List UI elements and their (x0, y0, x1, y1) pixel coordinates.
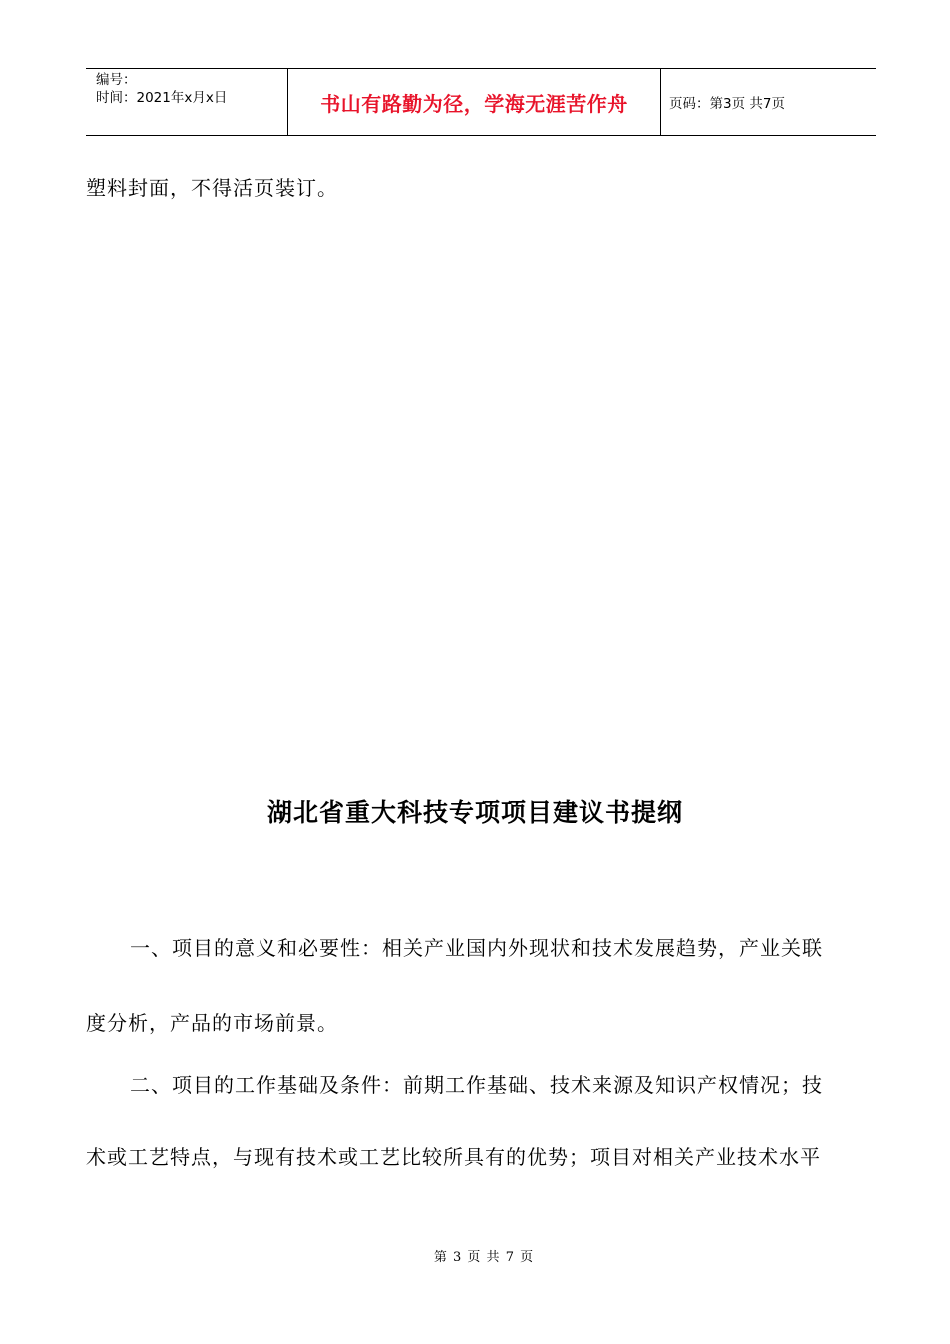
paragraph-1-line-1: 一、项目的意义和必要性：相关产业国内外现状和技术发展趋势，产业关联 (130, 936, 823, 960)
paragraph-2-line-1: 二、项目的工作基础及条件：前期工作基础、技术来源及知识产权情况；技 (130, 1073, 823, 1097)
paragraph-2-line-2: 术或工艺特点，与现有技术或工艺比较所具有的优势；项目对相关产业技术水平 (86, 1145, 821, 1169)
body-line-continuation: 塑料封面，不得活页装订。 (86, 176, 338, 200)
paragraph-1-line-2: 度分析，产品的市场前景。 (86, 1011, 338, 1035)
header-page-number: 页码：第3页 共7页 (669, 96, 785, 112)
document-time-label: 时间：2021年x月x日 (96, 90, 228, 106)
header-meta (86, 69, 288, 135)
page-header (86, 68, 876, 136)
page-footer: 第 3 页 共 7 页 (433, 1250, 535, 1265)
document-number-label: 编号： (96, 72, 137, 88)
document-title: 湖北省重大科技专项项目建议书提纲 (266, 798, 683, 827)
header-motto: 书山有路勤为径，学海无涯苦作舟 (288, 69, 661, 135)
